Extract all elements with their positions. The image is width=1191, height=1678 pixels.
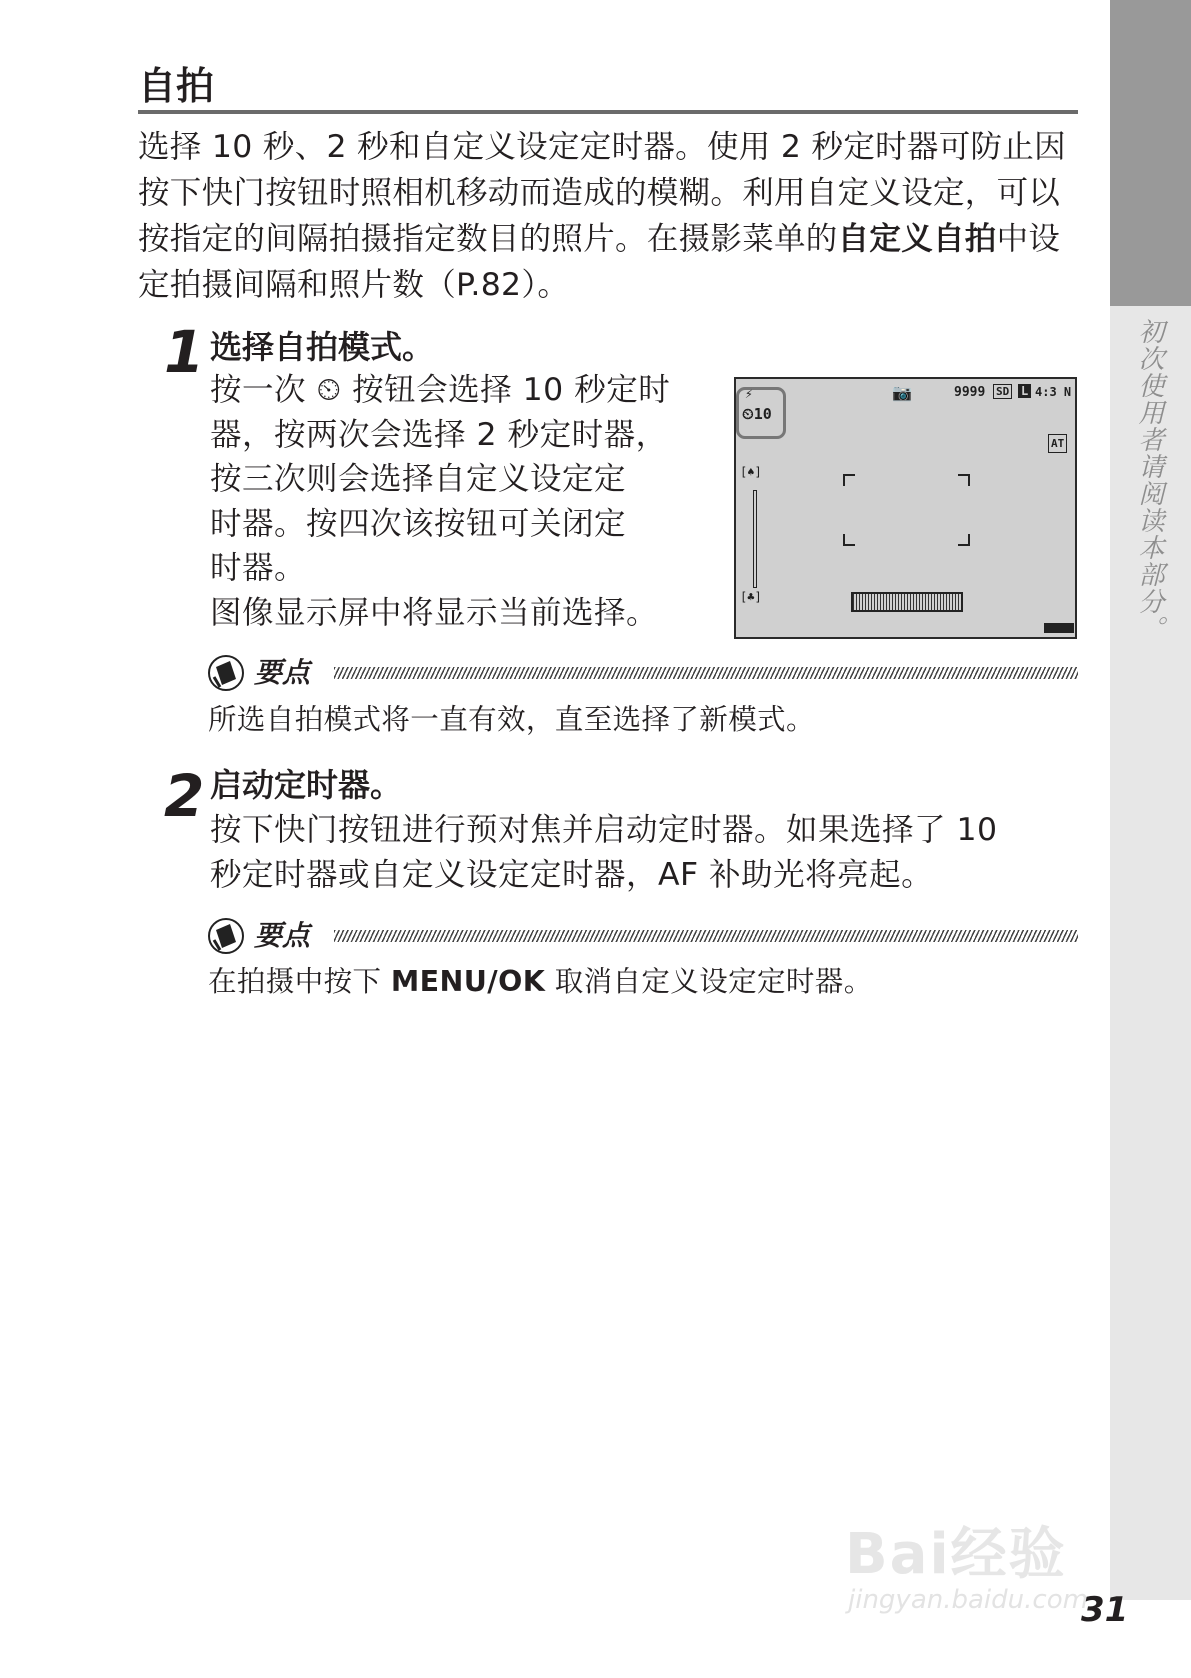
af-frame-corner bbox=[843, 474, 855, 486]
menu-ok-button-label: MENU/OK bbox=[390, 965, 546, 998]
step-1-line: 图像显示屏中将显示当前选择。 bbox=[210, 594, 659, 631]
af-frame-corner bbox=[958, 534, 970, 546]
point-2-header bbox=[208, 918, 1078, 954]
camera-mode-icon: 📷 bbox=[892, 383, 912, 402]
image-size-icon: L bbox=[1018, 384, 1031, 398]
page-number: 31 bbox=[1081, 1590, 1129, 1630]
flash-icon: ⚡ bbox=[745, 387, 753, 402]
point-1-rule bbox=[334, 667, 1078, 679]
battery-icon bbox=[1044, 623, 1074, 633]
self-timer-icon: ⏲10 bbox=[742, 405, 772, 423]
side-tab-text: 初次使用者请阅读本部分。 bbox=[1134, 318, 1164, 642]
step-1-line: 器，按两次会选择 2 秒定时器， bbox=[210, 416, 668, 453]
step-1-title: 选择自拍模式。 bbox=[210, 328, 435, 366]
watermark-url: jingyan.baidu.com bbox=[848, 1585, 1088, 1615]
step-1-body bbox=[210, 368, 720, 635]
step-1-line: 时器。按四次该按钮可关闭定 bbox=[210, 505, 627, 542]
aspect-ratio: 4:3 N bbox=[1035, 385, 1072, 399]
step-1-line: 按一次 ⏲ 按钮会选择 10 秒定时 bbox=[210, 372, 671, 408]
point-2-label: 要点 bbox=[254, 919, 311, 952]
point-2-text-2: 取消自定义设定定时器。 bbox=[545, 965, 873, 998]
point-1-header bbox=[208, 655, 1078, 691]
step-1-line: 按三次则会选择自定义设定定 bbox=[210, 461, 627, 497]
side-tab bbox=[1110, 0, 1191, 1600]
af-frame-corner bbox=[843, 534, 855, 546]
zoom-wide-icon: [♣] bbox=[740, 590, 762, 604]
zoom-tele-icon: [♠] bbox=[740, 465, 762, 479]
pencil-note-icon bbox=[208, 655, 244, 691]
title-rule bbox=[138, 110, 1078, 114]
point-2-text bbox=[208, 962, 873, 1002]
lcd-screen-illustration bbox=[734, 377, 1077, 639]
intro-text-2: 中设定拍摄间隔和照片数（P.82）。 bbox=[138, 221, 1061, 303]
point-2-rule bbox=[334, 930, 1078, 942]
watermark-brand: Bai经验 bbox=[845, 1522, 1067, 1587]
intro-paragraph bbox=[138, 124, 1083, 308]
step-1-number: 1 bbox=[164, 318, 205, 386]
intro-bold-term: 自定义自拍 bbox=[837, 221, 997, 257]
pencil-note-icon bbox=[208, 918, 244, 954]
intro-text-1: 选择 10 秒、2 秒和自定义设定定时器。使用 2 秒定时器可防止因按下快门按钮时照相机移动而造成的模糊。利用自定义设定，可以按指定的间隔拍摄指定数目的照片。在摄影菜单的 bbox=[138, 129, 1066, 257]
af-frame-corner bbox=[958, 474, 970, 486]
step-2-line: 秒定时器或自定义设定定时器，AF 补助光将亮起。 bbox=[210, 856, 934, 893]
side-tab-header bbox=[1110, 0, 1191, 306]
shots-remaining: 9999 bbox=[954, 385, 986, 400]
point-2-text-1: 在拍摄中按下 bbox=[208, 965, 391, 998]
point-1-label: 要点 bbox=[254, 656, 311, 689]
section-title: 自拍 bbox=[138, 64, 215, 108]
step-2-title: 启动定时器。 bbox=[210, 766, 403, 804]
step-1-line: 时器。 bbox=[210, 550, 307, 586]
sd-card-icon: SD bbox=[993, 384, 1012, 399]
step-2-number: 2 bbox=[164, 762, 205, 830]
af-mode-icon: AT bbox=[1048, 434, 1067, 453]
step-2-body bbox=[210, 808, 1090, 897]
point-1-text: 所选自拍模式将一直有效，直至选择了新模式。 bbox=[208, 703, 815, 736]
zoom-bar bbox=[753, 490, 757, 588]
step-2-line: 按下快门按钮进行预对焦并启动定时器。如果选择了 10 bbox=[210, 812, 998, 848]
histogram-bar bbox=[851, 592, 963, 612]
